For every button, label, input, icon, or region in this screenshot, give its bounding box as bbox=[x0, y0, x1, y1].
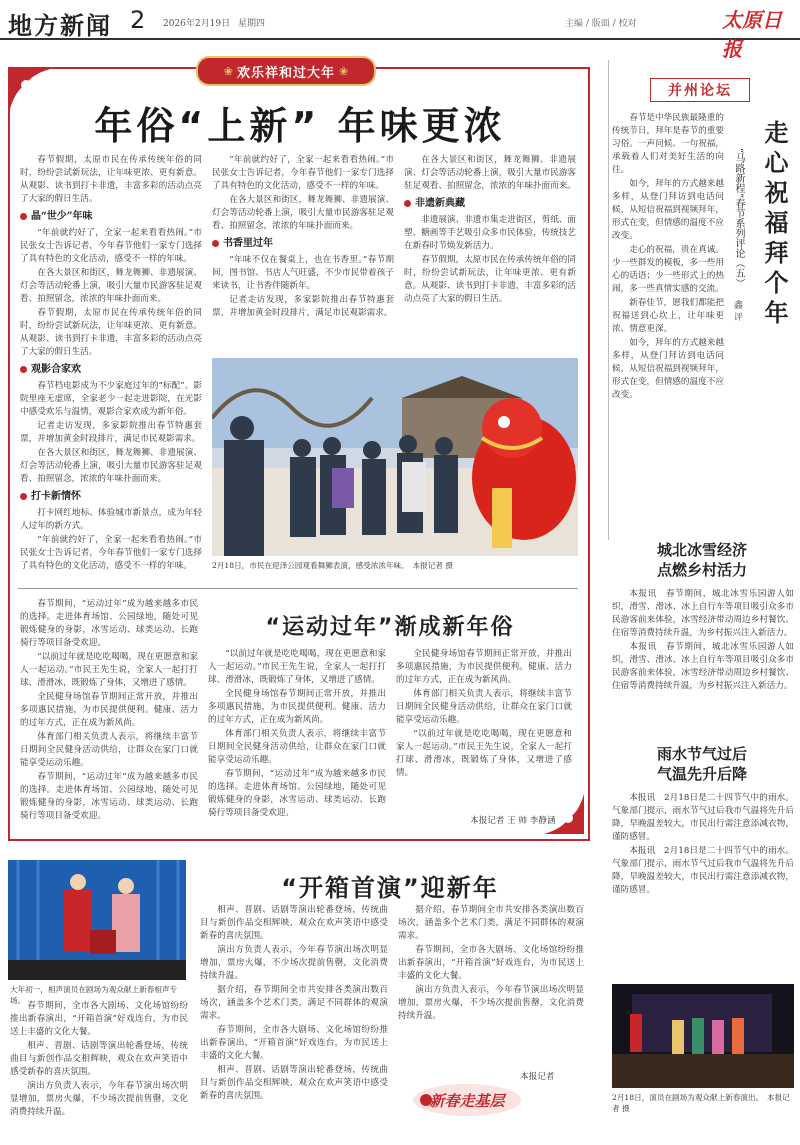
masthead-logo: 太原日报 bbox=[722, 8, 782, 61]
story1-paragraph: 打卡网红地标、体验城市新景点，成为年轻人过年的新方式。 bbox=[20, 508, 202, 531]
lion-dance-photo-caption: 2月18日，市民在迎泽公园观看舞狮表演，感受浓浓年味。 本报记者 摄 bbox=[212, 561, 453, 570]
story1-paragraph: 春节假期，太原市民在传承传统年俗的同时，纷纷尝试新玩法，让年味更浓、更有新意。从观影、读书到打卡非遗，丰富多彩的活动点亮了大家的假日生活。 bbox=[404, 255, 576, 304]
story1-paragraph: 非遗展演、非遗市集走进街区，剪纸、面塑、糖画等手艺吸引众多市民体验，传统技艺在新春时节焕发新活力。 bbox=[404, 215, 576, 251]
column-header bbox=[650, 78, 750, 102]
brief1-body bbox=[612, 588, 794, 718]
story1-paragraph: 在各大景区和街区，舞龙舞狮、非遗展演、灯会等活动轮番上演，吸引大量市民游客驻足观看、拍照留念，浓浓的年味扑面而来。 bbox=[404, 155, 576, 191]
story2-paragraph: 全民健身场馆春节期间正常开放，并推出多项惠民措施，为市民提供便利。健康、活力的过年方式，正在成为新风尚。 bbox=[208, 689, 386, 725]
page-number: 2 bbox=[130, 6, 146, 34]
story3-paragraph: 相声、晋剧、话剧等演出轮番登场，传统曲目与新创作品交相辉映，观众在欢声笑语中感受新春的喜庆氛围。 bbox=[200, 1065, 388, 1101]
story3-paragraph: 据介绍，春节期间全市共安排各类演出数百场次，涵盖多个艺术门类，满足不同群体的观演需求。 bbox=[200, 985, 388, 1021]
story1-paragraph: “年前就约好了，全家一起来看看热闹。”市民张女士告诉记者，今年春节他们一家专门选择了具有特色的文化活动，感受不一样的年味。 bbox=[212, 155, 394, 191]
crosstalk-photo-caption: 大年初一，相声演员在剧场为观众献上新春相声专场。 bbox=[10, 985, 178, 1005]
brief2-paragraph: 本报讯 2月18日是二十四节气中的雨水。气象部门提示，雨水节气过后我市气温将先升后降，早晚温差较大，市民出行需注意添减衣物，谨防感冒。 bbox=[612, 793, 794, 842]
brief1-title bbox=[612, 540, 792, 580]
story2-column-3 bbox=[396, 648, 572, 808]
column-paragraph: 如今，拜年的方式越来越多样，从登门拜访到电话问候，从短信祝福到视频拜年，形式在变，但情感的温度不应改变。 bbox=[612, 179, 724, 241]
story3-paragraph: 相声、晋剧、话剧等演出轮番登场，传统曲目与新创作品交相辉映，观众在欢声笑语中感受新春的喜庆氛围。 bbox=[10, 1041, 188, 1077]
story3-paragraph: 春节期间，全市各大剧场、文化场馆纷纷推出新春演出，“开箱首演”好戏连台，为市民送上丰盛的文化大餐。 bbox=[200, 1025, 388, 1061]
story2-paragraph: 春节期间，“运动过年”成为越来越多市民的选择。走进体育场馆、公园绿地，随处可见锻炼健身的身影，冰雪运动、球类运动、长跑骑行等项目备受欢迎。 bbox=[20, 772, 198, 821]
story3-column-3 bbox=[398, 904, 584, 1068]
story1-paragraph: 在各大景区和街区，舞龙舞狮、非遗展演、灯会等活动轮番上演，吸引大量市民游客驻足观看、拍照留念，浓浓的年味扑面而来。 bbox=[20, 268, 202, 304]
crosstalk-photo bbox=[8, 860, 186, 980]
story2-paragraph: “以前过年就是吃吃喝喝，现在更愿意和家人一起运动。”市民王先生说，全家人一起打打球、滑滑冰，既锻炼了身体，又增进了感情。 bbox=[20, 652, 198, 688]
story2-column-2 bbox=[208, 648, 386, 830]
brief2-paragraph: 本报讯 2月18日是二十四节气中的雨水。气象部门提示，雨水节气过后我市气温将先升后降，早晚温差较大，市民出行需注意添减衣物，谨防感冒。 bbox=[612, 846, 794, 895]
story2-paragraph: 全民健身场馆春节期间正常开放，并推出多项惠民措施，为市民提供便利。健康、活力的过年方式，正在成为新风尚。 bbox=[396, 649, 572, 685]
story1-title: 年俗“上新” 年味更浓 bbox=[94, 104, 506, 148]
story1-paragraph: “年前就约好了，全家一起来看看热闹。”市民张女士告诉记者，今年春节他们一家专门选择了具有特色的文化活动，感受不一样的年味。 bbox=[20, 535, 202, 571]
issue-date: 2026年2月19日 bbox=[163, 19, 231, 29]
story2-paragraph: 春节期间，“运动过年”成为越来越多市民的选择。走进体育场馆、公园绿地，随处可见锻炼健身的身影，冰雪运动、球类运动、长跑骑行等项目备受欢迎。 bbox=[20, 599, 198, 648]
story2-byline: 本报记者 王 帅 李静涵 bbox=[470, 816, 556, 826]
story1-column-3 bbox=[404, 154, 576, 354]
story3-column-1 bbox=[10, 1000, 188, 1138]
story2-paragraph: 体育部门相关负责人表示，将继续丰富节日期间全民健身活动供给，让群众在家门口就能享受运动乐趣。 bbox=[20, 732, 198, 768]
story1-column-2 bbox=[212, 154, 394, 354]
brief1-paragraph: 本报讯 春节期间，城北冰雪乐园游人如织，滑雪、滑冰、冰上自行车等项目吸引众多市民游客前来体验，冰雪经济带动周边乡村餐饮、住宿等消费持续升温，为乡村振兴注入新活力。 bbox=[612, 642, 794, 691]
story1-paragraph: 春节假期，太原市民在传承传统年俗的同时，纷纷尝试新玩法，让年味更浓、更有新意。从观影、读书到打卡非遗，丰富多彩的活动点亮了大家的假日生活。 bbox=[20, 308, 202, 357]
divider bbox=[18, 588, 578, 589]
story1-paragraph: “年前就约好了，全家一起来看看热闹。”市民张女士告诉记者，今年春节他们一家专门选择了具有特色的文化活动，感受不一样的年味。 bbox=[20, 228, 202, 264]
story1-subhead-5: 打卡新情怀 bbox=[20, 490, 202, 503]
story1-paragraph: “年味不仅在餐桌上，也在书香里。”春节期间，图书馆、书店人气旺盛，不少市民带着孩子来读书，让书香伴随新年。 bbox=[212, 255, 394, 291]
brief2-title-line: 气温先升后降 bbox=[656, 765, 747, 783]
story2-paragraph: 春节期间，“运动过年”成为越来越多市民的选择。走进体育场馆、公园绿地，随处可见锻炼健身的身影，冰雪运动、球类运动、长跑骑行等项目备受欢迎。 bbox=[208, 769, 386, 818]
bullet-icon bbox=[20, 366, 27, 373]
brief1-paragraph: 本报讯 春节期间，城北冰雪乐园游人如织，滑雪、滑冰、冰上自行车等项目吸引众多市民游客前来体验，冰雪经济带动周边乡村餐饮、住宿等消费持续升温，为乡村振兴注入新活力。 bbox=[612, 589, 794, 638]
story1-paragraph: 记者走访发现，多家影院推出春节特惠套票，并增加黄金时段排片，满足市民观影需求。 bbox=[212, 295, 394, 318]
story1-subhead-4: 非遗新典藏 bbox=[404, 197, 576, 210]
new-spring-badge bbox=[412, 1080, 522, 1120]
story2-column-1 bbox=[20, 598, 198, 830]
story2-paragraph: “以前过年就是吃吃喝喝，现在更愿意和家人一起运动。”市民王先生说，全家人一起打打球、滑滑冰，既锻炼了身体，又增进了感情。 bbox=[208, 649, 386, 685]
story1-paragraph: 在各大景区和街区，舞龙舞狮、非遗展演、灯会等活动轮番上演，吸引大量市民游客驻足观看、拍照留念，浓浓的年味扑面而来。 bbox=[20, 448, 202, 484]
story1-subhead-1: 晶“世少”年味 bbox=[20, 210, 202, 223]
story3-paragraph: 演出方负责人表示，今年春节演出场次明显增加，票房火爆，不少场次提前售罄，文化消费持续升温。 bbox=[200, 945, 388, 981]
story3-paragraph: 据介绍，春节期间全市共安排各类演出数百场次，涵盖多个艺术门类，满足不同群体的观演需求。 bbox=[398, 905, 584, 941]
lantern-icon: ❀ bbox=[223, 64, 233, 78]
story1-column-1 bbox=[20, 154, 202, 576]
bullet-icon bbox=[20, 493, 27, 500]
column-paragraph: 走心的祝福，贵在真诚。少一些群发的模板，多一些用心的话语；少一些形式上的热闹，多一些真情实感的交流。 bbox=[612, 245, 724, 294]
story1-paragraph: 在各大景区和街区，舞龙舞狮、非遗展演、灯会等活动轮番上演，吸引大量市民游客驻足观看、拍照留念，浓浓的年味扑面而来。 bbox=[212, 195, 394, 231]
column-rule bbox=[608, 60, 609, 540]
story1-paragraph: 春节档电影成为不少家庭过年的“标配”。影院里座无虚席，全家老少一起走进影院，在光影中感受欢乐与温情，观影合家欢成为新年俗。 bbox=[20, 381, 202, 417]
brief2-title bbox=[612, 744, 792, 784]
lion-dance-photo bbox=[212, 358, 578, 556]
story3-byline: 本报记者 bbox=[520, 1072, 555, 1082]
badge-label: 新春走基层 bbox=[429, 1091, 505, 1110]
brief2-title-line: 雨水节气过后 bbox=[656, 745, 747, 763]
column-paragraph: 春节是中华民族最隆重的传统节日，拜年是春节的重要习俗。一声问候、一句祝福，承载着人们对美好生活的向往。 bbox=[612, 113, 724, 175]
story3-paragraph: 春节期间，全市各大剧场、文化场馆纷纷推出新春演出，“开箱首演”好戏连台，为市民送上丰盛的文化大餐。 bbox=[10, 1001, 188, 1037]
story2-paragraph: 全民健身场馆春节期间正常开放，并推出多项惠民措施，为市民提供便利。健康、活力的过年方式，正在成为新风尚。 bbox=[20, 692, 198, 728]
issue-weekday: 星期四 bbox=[238, 19, 266, 29]
header-bar bbox=[0, 0, 800, 61]
column-author: 鑫 评 bbox=[732, 300, 742, 321]
stage-photo bbox=[612, 984, 794, 1088]
banner bbox=[196, 56, 376, 86]
editor-meta: 主编 / 版面 / 校对 bbox=[565, 19, 637, 29]
bullet-icon bbox=[404, 200, 411, 207]
story3-title: “开箱首演”迎新年 bbox=[281, 874, 499, 902]
story3-paragraph: 演出方负责人表示，今年春节演出场次明显增加，票房火爆，不少场次提前售罄，文化消费持续升温。 bbox=[10, 1081, 188, 1117]
story2-title: “运动过年”渐成新年俗 bbox=[265, 615, 515, 640]
story1-paragraph: 记者走访发现，多家影院推出春节特惠套票，并增加黄金时段排片，满足市民观影需求。 bbox=[20, 421, 202, 444]
story1-subhead-2: 观影合家欢 bbox=[20, 363, 202, 376]
lantern-icon: ❀ bbox=[339, 64, 349, 78]
story2-paragraph: “以前过年就是吃吃喝喝，现在更愿意和家人一起运动。”市民王先生说，全家人一起打打球、滑滑冰，既锻炼了身体，又增进了感情。 bbox=[396, 729, 572, 778]
story1-subhead-3: 书香里过年 bbox=[212, 237, 394, 250]
story3-column-2 bbox=[200, 904, 388, 1140]
column-paragraph: 如今，拜年的方式越来越多样，从登门拜访到电话问候，从短信祝福到视频拜年，形式在变，但情感的温度不应改变。 bbox=[612, 338, 724, 400]
banner-label: 欢乐祥和过大年 bbox=[236, 65, 335, 81]
story2-paragraph: 体育部门相关负责人表示，将继续丰富节日期间全民健身活动供给，让群众在家门口就能享受运动乐趣。 bbox=[396, 689, 572, 725]
story2-paragraph: 体育部门相关负责人表示，将继续丰富节日期间全民健身活动供给，让群众在家门口就能享受运动乐趣。 bbox=[208, 729, 386, 765]
column-header-label: 并州论坛 bbox=[668, 83, 732, 99]
brief1-title-line: 点燃乡村活力 bbox=[656, 561, 747, 579]
column-series-label: “马路新程”春节系列评论（五） bbox=[733, 148, 744, 289]
bullet-icon bbox=[20, 213, 27, 220]
bullet-icon bbox=[212, 240, 219, 247]
stage-photo-caption: 2月18日，演员在剧场为观众献上新春演出。 本报记者 摄 bbox=[612, 1093, 790, 1113]
brief1-title-line: 城北冰雪经济 bbox=[656, 541, 747, 559]
column-headline: 走心祝福拜个年 bbox=[760, 120, 788, 330]
section-name: 地方新闻 bbox=[8, 12, 112, 40]
column-paragraph: 新春佳节，愿我们都能把祝福送到心坎上，让年味更浓、情意更深。 bbox=[612, 298, 724, 334]
story1-paragraph: 春节假期，太原市民在传承传统年俗的同时，纷纷尝试新玩法，让年味更浓、更有新意。从观影、读书到打卡非遗，丰富多彩的活动点亮了大家的假日生活。 bbox=[20, 155, 202, 204]
story3-paragraph: 春节期间，全市各大剧场、文化场馆纷纷推出新春演出，“开箱首演”好戏连台，为市民送上丰盛的文化大餐。 bbox=[398, 945, 584, 981]
column-body bbox=[612, 112, 724, 512]
story3-paragraph: 演出方负责人表示，今年春节演出场次明显增加，票房火爆，不少场次提前售罄，文化消费持续升温。 bbox=[398, 985, 584, 1021]
story3-paragraph: 相声、晋剧、话剧等演出轮番登场，传统曲目与新创作品交相辉映，观众在欢声笑语中感受新春的喜庆氛围。 bbox=[200, 905, 388, 941]
brief2-body bbox=[612, 792, 794, 962]
